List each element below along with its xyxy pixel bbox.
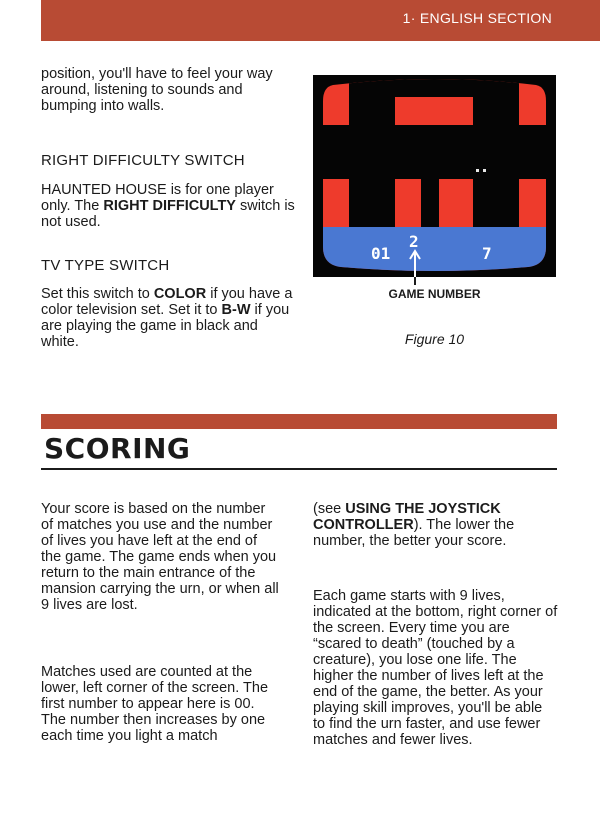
corridor <box>421 179 439 227</box>
right-difficulty-heading: RIGHT DIFFICULTY SWITCH <box>41 152 245 169</box>
game-screen-svg <box>313 75 556 277</box>
tv-type-heading: TV TYPE SWITCH <box>41 257 170 274</box>
matches-counter: 01 <box>371 244 391 263</box>
tv-type-paragraph: Set this switch to COLOR if you have a color television set. Set it to B-W if you are playing the game in black and white. <box>41 286 293 350</box>
game-number-label: GAME NUMBER <box>388 287 481 301</box>
game-screen-figure <box>313 75 556 277</box>
scoring-title: SCORING <box>44 432 191 465</box>
corridor <box>395 75 473 97</box>
scoring-right-paragraph-2: Each game starts with 9 lives, indicated at the bottom, right corner of the screen. Every time you are “scared to death” (touched by a creature), you lose one life. The higher the number of lives left at the end of the game, the better. As your playing skill improves, you'll be able to find the urn faster, and use fewer matches and fewer lives. <box>313 588 558 748</box>
scoring-left-paragraph-1: Your score is based on the number of matches you use and the number of lives you have left at the end of the game. The game ends when you return to the main entrance of the mansion carrying the urn, or when all 9 lives are lost. <box>41 501 279 613</box>
right-difficulty-paragraph: HAUNTED HOUSE is for one player only. The RIGHT DIFFICULTY switch is not used. <box>41 182 295 230</box>
scoring-left-paragraph-2: Matches used are counted at the lower, left corner of the screen. The first number to appear here is 00. The number then increases by one each time you light a match <box>41 664 269 744</box>
scoring-right-paragraph-1: (see USING THE JOYSTICK CONTROLLER). The lower the number, the better your score. <box>313 501 515 549</box>
lives-counter: 7 <box>482 244 492 263</box>
arrow-tail <box>413 277 419 285</box>
game-number: 2 <box>409 232 419 251</box>
status-bar <box>313 227 556 277</box>
header-bar <box>41 0 600 41</box>
player-eyes <box>483 169 486 172</box>
figure-caption: Figure 10 <box>404 331 465 347</box>
player-eyes <box>476 169 479 172</box>
intro-paragraph: position, you'll have to feel your way around, listening to sounds and bumping into walls. <box>41 66 273 114</box>
section-label: 1· ENGLISH SECTION <box>402 10 552 26</box>
section-divider-bar <box>41 414 557 429</box>
corridor <box>395 125 473 177</box>
title-rule <box>41 468 557 470</box>
